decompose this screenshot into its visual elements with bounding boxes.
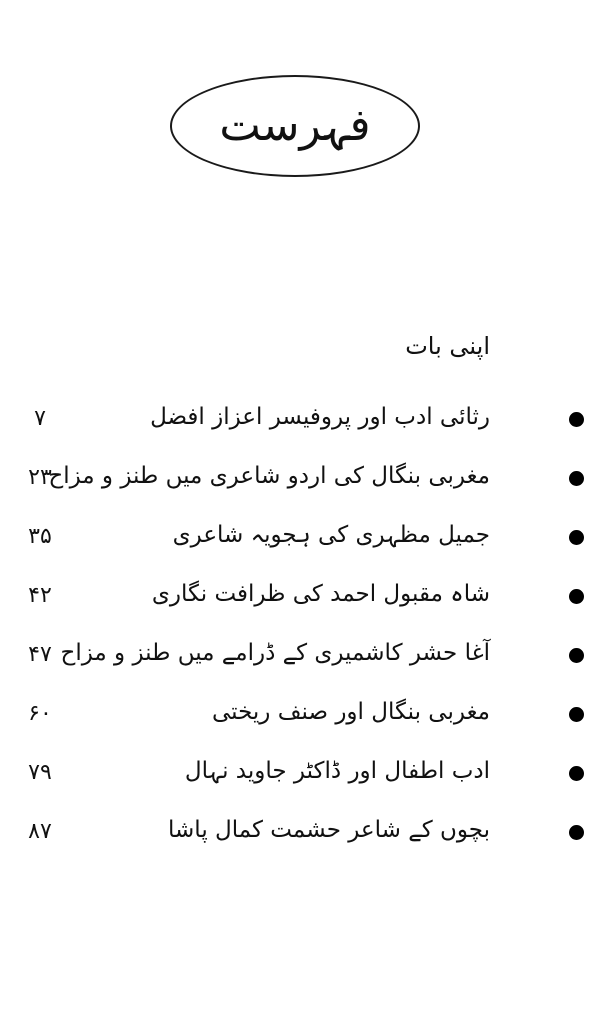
toc-entry[interactable] xyxy=(0,636,600,676)
entry-title: جمیل مظہری کی ہجویہ شاعری xyxy=(172,522,490,548)
entry-page-number: ۶۰ xyxy=(28,701,52,726)
entry-title: شاہ مقبول احمد کی ظرافت نگاری xyxy=(151,581,490,607)
entry-page-number: ۳۵ xyxy=(28,524,52,549)
bullet-icon xyxy=(569,766,584,781)
entry-title: بچوں کے شاعر حشمت کمال پاشا xyxy=(168,817,490,843)
bullet-icon xyxy=(569,825,584,840)
toc-entry[interactable] xyxy=(0,400,600,440)
entry-page-number: ۲۳ xyxy=(28,465,52,490)
bullet-icon xyxy=(569,471,584,486)
bullet-icon xyxy=(569,530,584,545)
toc-entry[interactable] xyxy=(0,695,600,735)
entry-title: مغربی بنگال کی اردو شاعری میں طنز و مزاح xyxy=(48,463,490,489)
entry-title: آغا حشر کاشمیری کے ڈرامے میں طنز و مزاح xyxy=(60,640,490,666)
toc-entry[interactable] xyxy=(0,459,600,499)
page-title: فہرست xyxy=(219,100,371,151)
bullet-icon xyxy=(569,707,584,722)
entry-page-number: ۴۲ xyxy=(28,583,52,608)
entry-title: رثائی ادب اور پروفیسر اعزاز افضل xyxy=(150,404,490,430)
entry-title: ادب اطفال اور ڈاکٹر جاوید نہال xyxy=(184,758,490,784)
entry-page-number: ۴۷ xyxy=(28,642,52,667)
bullet-icon xyxy=(569,648,584,663)
entry-title: مغربی بنگال اور صنف ریختی xyxy=(211,699,490,725)
toc-entry[interactable] xyxy=(0,754,600,794)
bullet-icon xyxy=(569,589,584,604)
toc-entry[interactable] xyxy=(0,813,600,853)
entry-page-number: ۷ xyxy=(34,406,46,431)
entry-page-number: ۷۹ xyxy=(28,760,52,785)
toc-entry[interactable] xyxy=(0,577,600,617)
bullet-icon xyxy=(569,412,584,427)
intro-heading: اپنی بات xyxy=(405,332,490,360)
toc-entry[interactable] xyxy=(0,518,600,558)
entry-page-number: ۸۷ xyxy=(28,819,52,844)
